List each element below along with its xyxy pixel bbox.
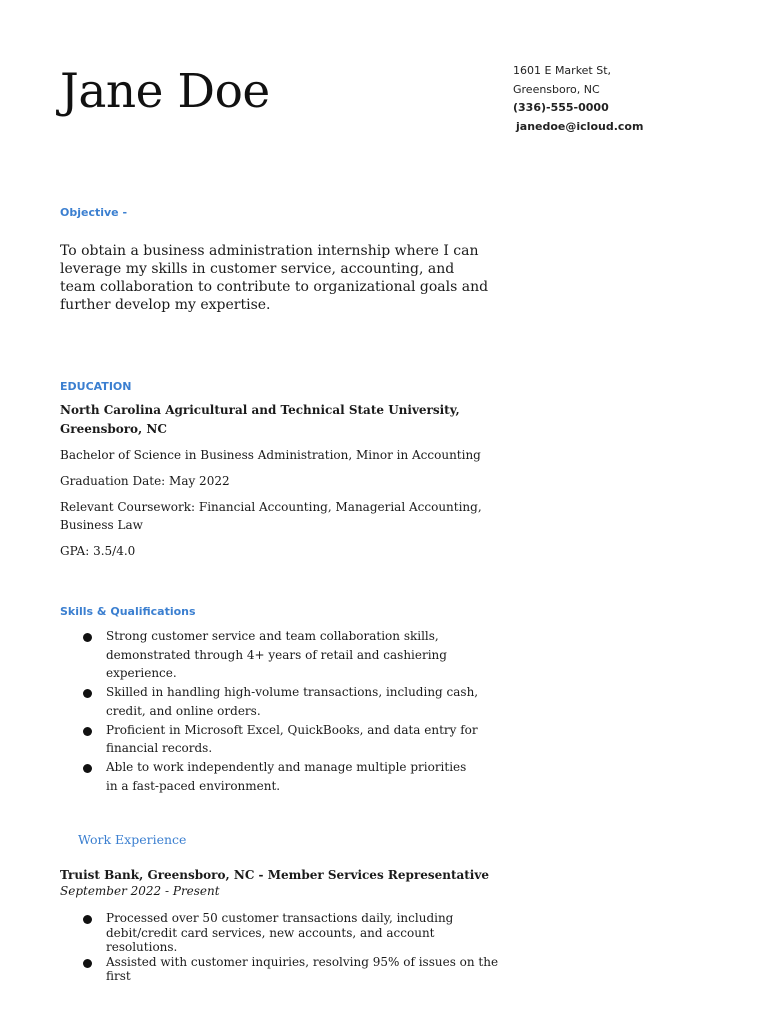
bullet-icon [83,727,92,736]
skill-text: Able to work independently and manage multiple priorities in a fast-paced environment. [106,760,467,793]
duty-text: Assisted with customer inquiries, resolving 95% of issues on the first [106,954,499,983]
contact-block [513,62,643,136]
bullet-icon [83,764,92,773]
skills-list [80,627,480,796]
education-gpa: GPA: 3.5/4.0 [60,544,136,558]
duty-text: Processed over 50 customer transactions daily, including debit/credit card services, new accounts, and account resolutions. [106,911,454,954]
bullet-icon [83,689,92,698]
job-title: Truist Bank, Greensboro, NC - Member Services Representative [60,868,489,882]
job-duties-list [80,911,500,984]
phone-number: (336)-555-0000 [513,101,609,114]
list-item [80,955,500,984]
objective-heading: Objective - [60,206,128,219]
skill-text: Strong customer service and team collaboration skills, demonstrated through 4+ years of retail and cashiering experience. [106,629,447,680]
list-item [80,758,480,795]
bullet-icon [83,959,92,968]
list-item [80,627,480,683]
education-coursework: Relevant Coursework: Financial Accounting, Managerial Accounting, Business Law [60,499,482,532]
experience-heading: Work Experience [78,832,187,847]
bullet-icon [83,633,92,642]
list-item [80,683,480,720]
education-school: North Carolina Agricultural and Technical State University, Greensboro, NC [60,403,460,436]
job-dates: September 2022 - Present [60,884,220,898]
education-section [60,401,485,568]
education-graduation: Graduation Date: May 2022 [60,473,230,488]
address-line-2: Greensboro, NC [513,82,600,96]
address-line-1: 1601 E Market St, [513,64,612,77]
job-entry [60,867,520,899]
resume-name: Jane Doe [60,64,270,119]
list-item [80,721,480,758]
education-degree: Bachelor of Science in Business Administration, Minor in Accounting [60,447,481,462]
skill-text: Skilled in handling high-volume transactions, including cash, credit, and online orders. [106,685,479,718]
objective-text: To obtain a business administration internship where I can leverage my skills in customer service, accounting, and team collaboration to contribute to organizational goals and further develop my expertise. [60,243,489,313]
bullet-icon [83,915,92,924]
list-item [80,911,500,955]
education-heading: EDUCATION [60,380,132,393]
skills-heading: Skills & Qualifications [60,605,196,618]
skill-text: Proficient in Microsoft Excel, QuickBooks, and data entry for financial records. [106,722,478,755]
email-address: janedoe@icloud.com [516,119,644,133]
